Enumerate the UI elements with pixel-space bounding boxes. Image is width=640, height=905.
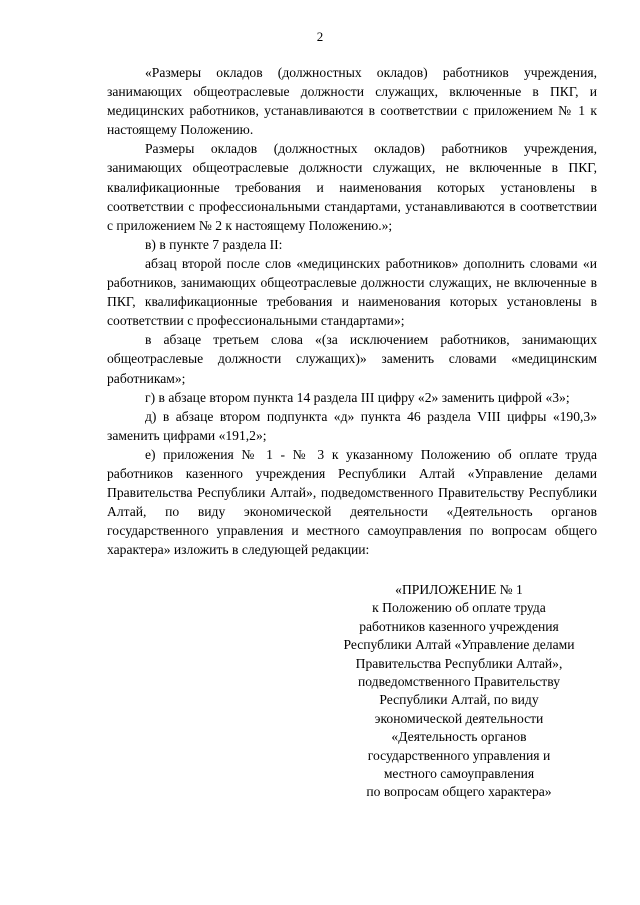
appendix-line: подведомственного Правительству bbox=[358, 674, 560, 690]
appendix-header bbox=[318, 581, 600, 802]
paragraph-salary-non-pkg: Размеры окладов (должностных окладов) работников учреждения, занимающих общеотраслевые должности служащих, не включенные в ПКГ, квалификационные требования и наименования которых установлены в соответствии с профессиональными стандартами, устанавливаются в соответствии с приложением № 2 к настоящему Положению.»; bbox=[107, 141, 597, 233]
appendix-line: Республики Алтай, по виду bbox=[379, 692, 539, 708]
appendix-title: «ПРИЛОЖЕНИЕ № 1 bbox=[395, 582, 523, 597]
appendix-line: Республики Алтай «Управление делами bbox=[343, 637, 575, 653]
appendix-line: «Деятельность органов bbox=[391, 729, 527, 745]
appendix-line: работников казенного учреждения bbox=[359, 618, 559, 634]
document-body bbox=[107, 63, 597, 559]
appendix-line: местного самоуправления bbox=[383, 766, 535, 782]
appendix-line: экономической деятельности bbox=[374, 710, 544, 726]
paragraph-third-abzac: в абзаце третьем слова «(за исключением работников, занимающих общеотраслевые должности служащих)» заменить словами «медицинским работникам»; bbox=[107, 332, 597, 386]
paragraph-item-e: е) приложения № 1 - № 3 к указанному Положению об оплате труда работников казенного учреждения Республики Алтай «Управление делами Правительства Республики Алтай», подведомственного Правительству Республики Алтай, по виду экономической деятельности «Деятельность органов государственного управления и местного самоуправления по вопросам общего характера» изложить в следующей редакции: bbox=[107, 446, 597, 558]
paragraph-item-g: г) в абзаце втором пункта 14 раздела III цифру «2» заменить цифрой «3»; bbox=[145, 389, 570, 405]
appendix-line: Правительства Республики Алтай», bbox=[355, 655, 563, 671]
appendix-line: государственного управления и bbox=[367, 747, 551, 763]
paragraph-second-abzac: абзац второй после слов «медицинских работников» дополнить словами «и работников, занимающих общеотраслевые должности служащих, не включенные в ПКГ, квалификационные требования и наименования которых установлены в соответствии с профессиональными стандартами»; bbox=[107, 255, 597, 329]
paragraph-item-d: д) в абзаце втором подпункта «д» пункта 46 раздела VIII цифры «190,3» заменить цифрами «191,2»; bbox=[107, 408, 597, 443]
paragraph-item-v: в) в пункте 7 раздела II: bbox=[145, 236, 283, 252]
paragraph-salary-pkg: «Размеры окладов (должностных окладов) работников учреждения, занимающих общеотраслевые должности служащих, включенные в ПКГ, и медицинских работников, устанавливаются в соответствии с приложением № 1 к настоящему Положению. bbox=[107, 65, 597, 138]
appendix-line: по вопросам общего характера» bbox=[366, 784, 552, 800]
appendix-line: к Положению об оплате труда bbox=[372, 600, 546, 616]
page-number: 2 bbox=[316, 29, 324, 44]
